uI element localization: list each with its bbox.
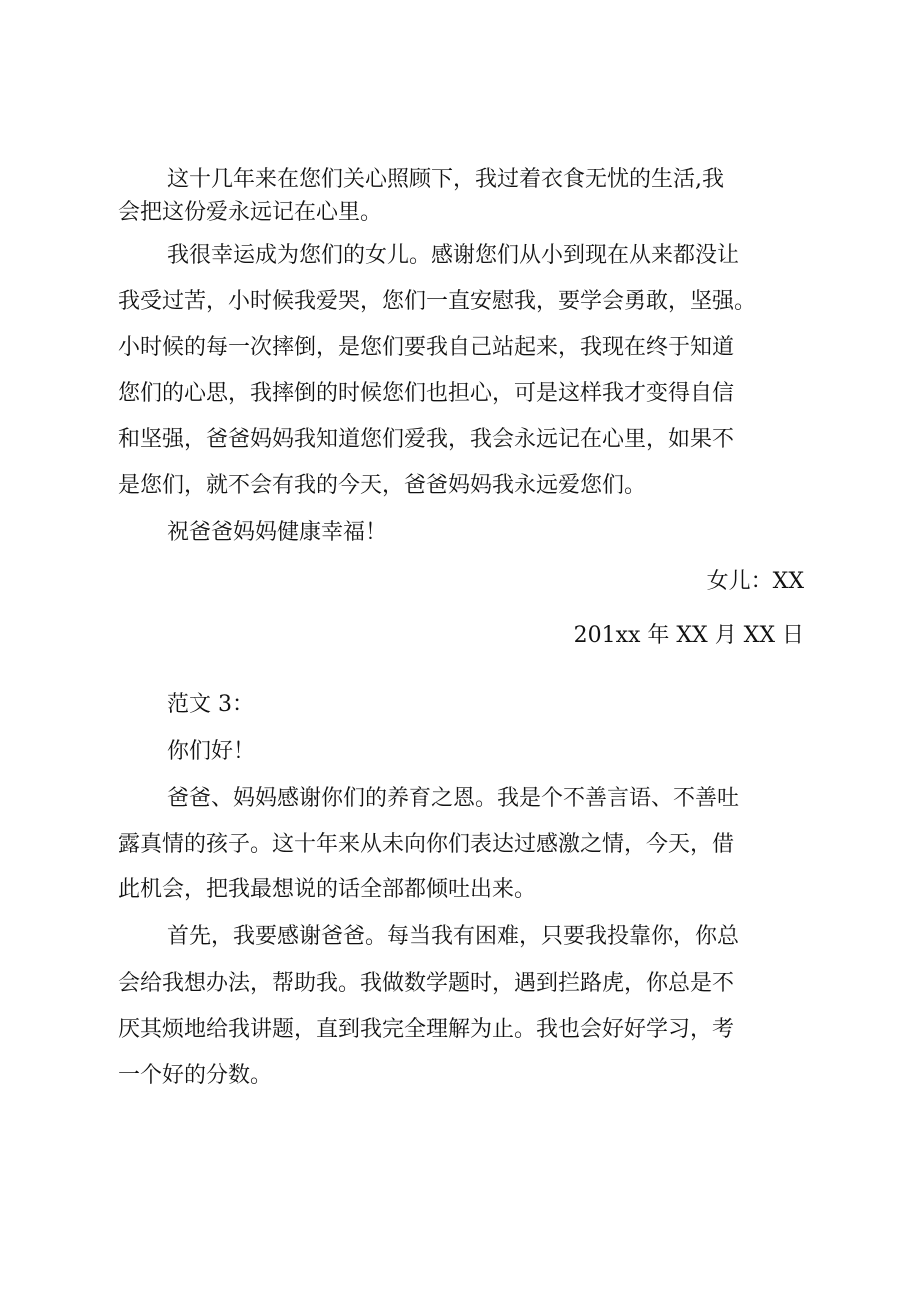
letter2-para1-line1: 爸爸、妈妈感谢你们的养育之恩。我是个不善言语、不善吐 xyxy=(167,786,740,811)
letter1-wish: 祝爸爸妈妈健康幸福！ xyxy=(167,520,388,545)
letter1-para1-line2: 会把这份爱永远记在心里。 xyxy=(118,200,383,225)
letter1-para2-line5: 和坚强，爸爸妈妈我知道您们爱我，我会永远记在心里，如果不 xyxy=(118,427,735,452)
letter2-para2-line3: 厌其烦地给我讲题，直到我完全理解为止。我也会好好学习，考 xyxy=(118,1017,735,1042)
letter1-para2-line1: 我很幸运成为您们的女儿。感谢您们从小到现在从来都没让 xyxy=(167,243,740,268)
letter2-para2-line4: 一个好的分数。 xyxy=(118,1063,273,1088)
letter2-para2-line2: 会给我想办法，帮助我。我做数学题时，遇到拦路虎，你总是不 xyxy=(118,971,735,996)
letter1-date: 201xx 年 XX 月 XX 日 xyxy=(573,623,804,648)
letter2-para1-line3: 此机会，把我最想说的话全部都倾吐出来。 xyxy=(118,877,537,902)
letter2-heading: 范文 3： xyxy=(167,692,254,717)
letter1-para2-line4: 您们的心思，我摔倒的时候您们也担心，可是这样我才变得自信 xyxy=(118,381,735,406)
letter2-greeting: 你们好！ xyxy=(167,739,256,764)
letter2-para2-line1: 首先，我要感谢爸爸。每当我有困难，只要我投靠你，你总 xyxy=(167,924,740,949)
letter1-para1-line1: 这十几年来在您们关心照顾下，我过着衣食无忧的生活,我 xyxy=(167,167,724,192)
letter1-signature: 女儿：XX xyxy=(706,569,804,594)
letter1-para2-line6: 是您们，就不会有我的今天，爸爸妈妈我永远爱您们。 xyxy=(118,473,647,498)
letter2-para1-line2: 露真情的孩子。这十年来从未向你们表达过感激之情，今天，借 xyxy=(118,832,735,857)
letter1-para2-line2: 我受过苦，小时候我爱哭，您们一直安慰我，要学会勇敢，坚强。 xyxy=(118,289,757,314)
letter1-para2-line3: 小时候的每一次摔倒，是您们要我自己站起来，我现在终于知道 xyxy=(118,335,735,360)
